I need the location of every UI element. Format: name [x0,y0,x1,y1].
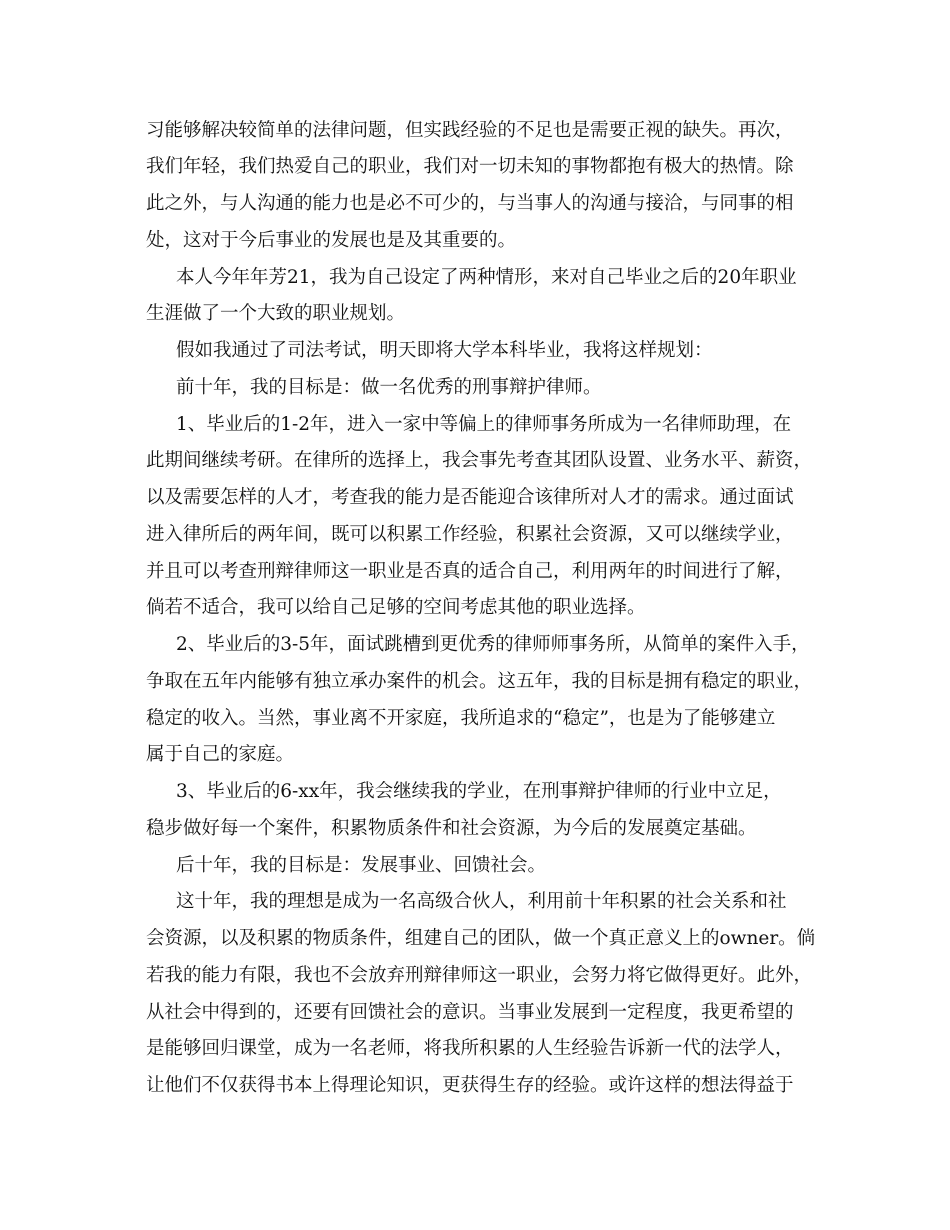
text-line: 倘若不适合，我可以给自己足够的空间考虑其他的职业选择。 [146,597,646,618]
text-line: 让他们不仅获得书本上得理论知识，更获得生存的经验。或许这样的想法得益于 [146,1075,794,1096]
text-line: 从社会中得到的，还要有回馈社会的意识。当事业发展到一定程度，我更希望的 [146,1002,794,1023]
text-line: 以及需要怎样的人才，考查我的能力是否能迎合该律所对人才的需求。通过面试 [146,487,794,508]
text-line: 前十年，我的目标是：做一名优秀的刑事辩护律师。 [176,377,602,398]
text-line: 此期间继续考研。在律所的选择上，我会事先考查其团队设置、业务水平、薪资， [146,450,813,471]
text-line: 并且可以考查刑辩律师这一职业是否真的适合自己，利用两年的时间进行了解， [146,561,794,582]
text-line: 这十年，我的理想是成为一名高级合伙人，利用前十年积累的社会关系和社 [176,891,787,912]
text-line: 生涯做了一个大致的职业规划。 [146,303,406,324]
text-line: 是能够回归课堂，成为一名老师，将我所积累的人生经验告诉新一代的法学人， [146,1038,794,1059]
text-line: 本人今年年芳21，我为自己设定了两种情形，来对自己毕业之后的20年职业 [176,267,797,288]
text-line: 会资源，以及积累的物质条件，组建自己的团队，做一个真正意义上的owner。倘 [146,928,816,949]
text-line: 我们年轻，我们热爱自己的职业，我们对一切未知的事物都抱有极大的热情。除 [146,156,794,177]
text-line: 2、毕业后的3-5年，面试跳槽到更优秀的律师师事务所，从简单的案件入手， [176,634,810,655]
text-line: 3、毕业后的6-xx年，我会继续我的学业，在刑事辩护律师的行业中立足， [176,781,782,802]
text-line: 处，这对于今后事业的发展也是及其重要的。 [146,230,517,251]
text-line: 属于自己的家庭。 [146,744,295,765]
text-line: 稳步做好每一个案件，积累物质条件和社会资源，为今后的发展奠定基础。 [146,818,757,839]
text-line: 此之外，与人沟通的能力也是必不可少的，与当事人的沟通与接洽，与同事的相 [146,193,794,214]
text-line: 后十年，我的目标是：发展事业、回馈社会。 [176,855,547,876]
text-line: 习能够解决较简单的法律问题，但实践经验的不足也是需要正视的缺失。再次， [146,120,794,141]
text-line: 若我的能力有限，我也不会放弃刑辩律师这一职业，会努力将它做得更好。此外， [146,965,813,986]
text-line: 1、毕业后的1-2年，进入一家中等偏上的律师事务所成为一名律师助理，在 [176,414,792,435]
text-line: 假如我通过了司法考试，明天即将大学本科毕业，我将这样规划： [176,340,713,361]
text-line: 进入律所后的两年间，既可以积累工作经验，积累社会资源，又可以继续学业， [146,524,794,545]
text-line: 稳定的收入。当然，事业离不开家庭，我所追求的“稳定”，也是为了能够建立 [146,708,776,729]
text-line: 争取在五年内能够有独立承办案件的机会。这五年，我的目标是拥有稳定的职业， [146,671,813,692]
